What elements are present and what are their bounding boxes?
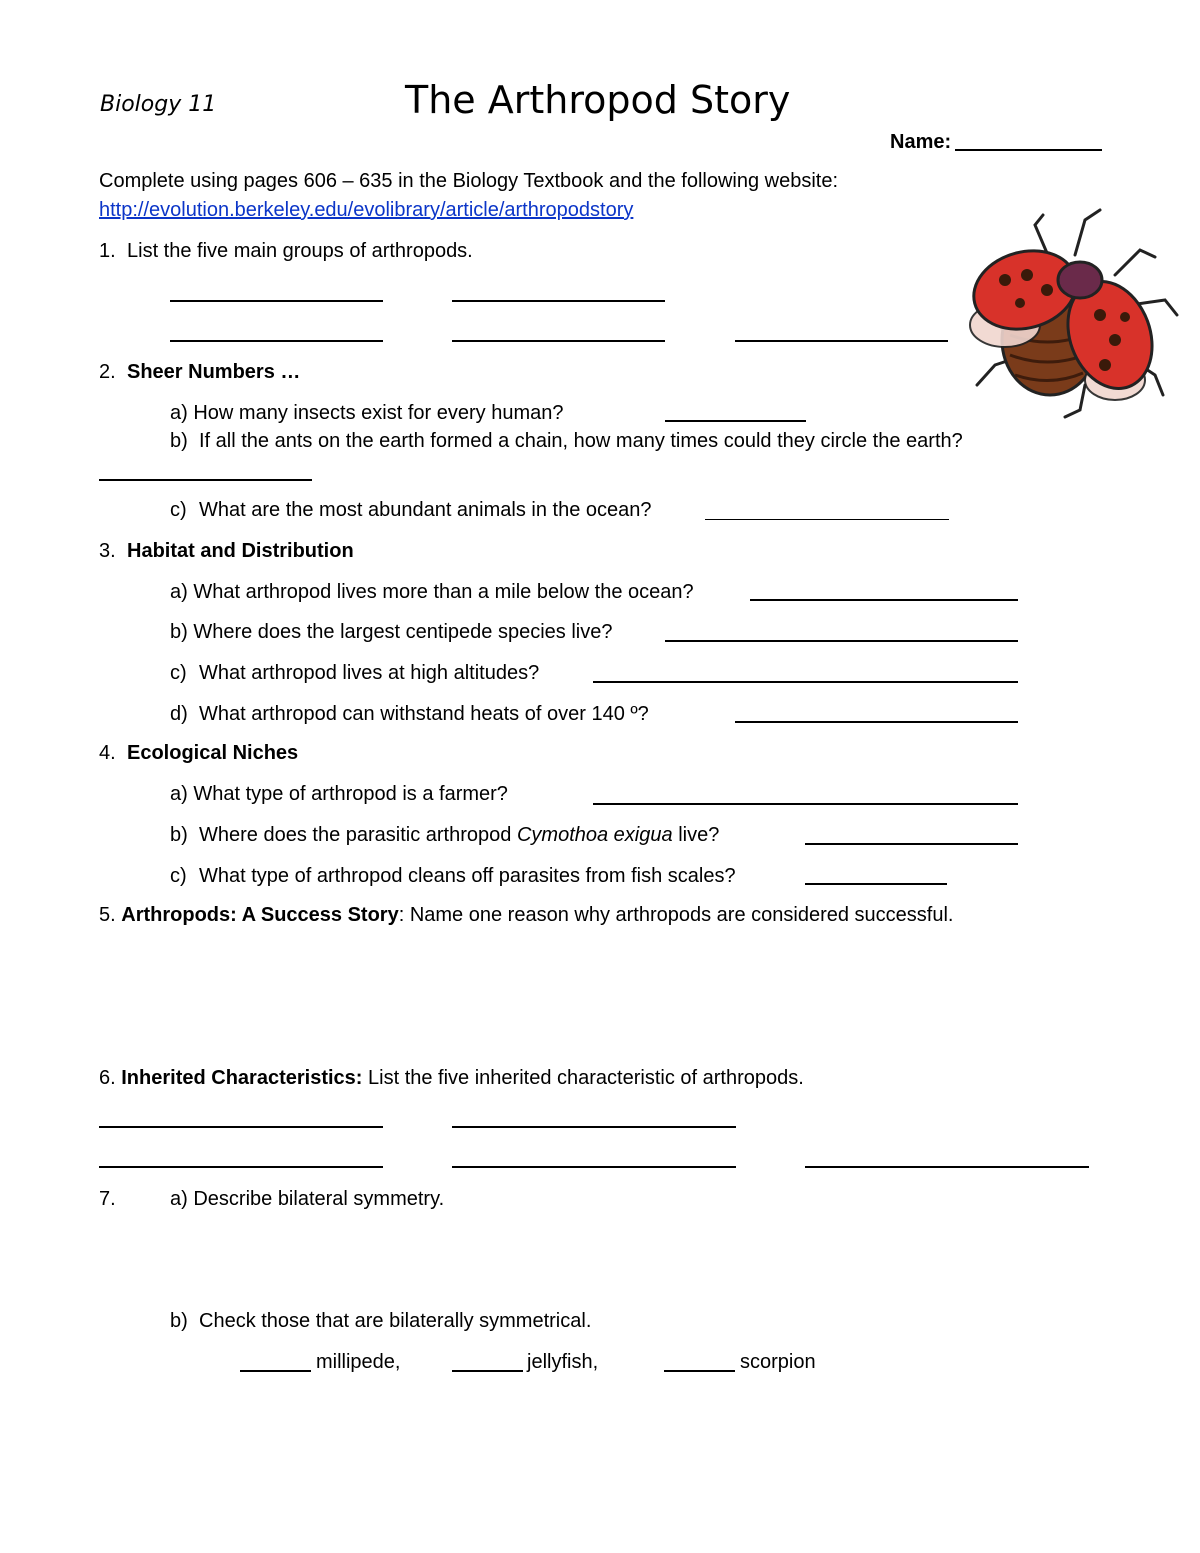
answer-line[interactable] bbox=[593, 803, 1018, 805]
q1-text: List the five main groups of arthropods. bbox=[127, 240, 473, 262]
option-scorpion: scorpion bbox=[740, 1351, 816, 1373]
q4a-text: a) What type of arthropod is a farmer? bbox=[170, 783, 508, 805]
answer-line[interactable] bbox=[805, 883, 947, 885]
q5-heading: Arthropods: A Success Story bbox=[121, 904, 399, 926]
q3d-label: d) bbox=[170, 703, 188, 725]
q1-number: 1. bbox=[99, 240, 116, 262]
ladybug-illustration bbox=[965, 205, 1185, 425]
answer-line[interactable] bbox=[750, 599, 1018, 601]
answer-line[interactable] bbox=[735, 340, 948, 342]
q3c-text: What arthropod lives at high altitudes? bbox=[199, 662, 540, 684]
q4c-label: c) bbox=[170, 865, 187, 887]
answer-line[interactable] bbox=[665, 420, 806, 422]
q4-heading: Ecological Niches bbox=[127, 742, 299, 764]
q5-number: 5. bbox=[99, 904, 116, 926]
answer-line[interactable] bbox=[665, 640, 1018, 642]
q3-number: 3. bbox=[99, 540, 116, 562]
q2-number: 2. bbox=[99, 361, 116, 383]
answer-line[interactable] bbox=[99, 1166, 383, 1168]
q4c-text: What type of arthropod cleans off parasites from fish scales? bbox=[199, 865, 736, 887]
q4-number: 4. bbox=[99, 742, 116, 764]
answer-line[interactable] bbox=[452, 1166, 736, 1168]
q2c-label: c) bbox=[170, 499, 187, 521]
name-label: Name: bbox=[890, 131, 952, 153]
answer-line[interactable] bbox=[99, 479, 312, 481]
option-millipede: millipede, bbox=[316, 1351, 401, 1373]
q2c-text: What are the most abundant animals in the ocean? bbox=[199, 499, 652, 521]
answer-line[interactable] bbox=[99, 1126, 383, 1128]
q4b-pre: Where does the parasitic arthropod bbox=[199, 824, 512, 846]
checkbox-line-millipede[interactable] bbox=[240, 1370, 311, 1372]
answer-line[interactable] bbox=[735, 721, 1018, 723]
answer-line[interactable] bbox=[805, 843, 1018, 845]
answer-line[interactable] bbox=[805, 1166, 1089, 1168]
q7b-text: Check those that are bilaterally symmetrical. bbox=[199, 1310, 592, 1332]
q3b-text: b) Where does the largest centipede species live? bbox=[170, 621, 613, 643]
name-field[interactable] bbox=[955, 149, 1102, 151]
q3c-label: c) bbox=[170, 662, 187, 684]
q4b-label: b) bbox=[170, 824, 188, 846]
answer-line[interactable] bbox=[452, 340, 665, 342]
q6-number: 6. bbox=[99, 1067, 116, 1089]
q2a-text: a) How many insects exist for every human? bbox=[170, 402, 564, 424]
q3d-text: What arthropod can withstand heats of over 140 º? bbox=[199, 703, 649, 725]
course-label: Biology 11 bbox=[100, 92, 217, 117]
q7a-text: a) Describe bilateral symmetry. bbox=[170, 1188, 445, 1210]
answer-line[interactable] bbox=[170, 300, 383, 302]
q5-text: : Name one reason why arthropods are considered successful. bbox=[398, 904, 954, 926]
intro-text: Complete using pages 606 – 635 in the Biology Textbook and the following website: bbox=[99, 170, 839, 192]
q4b-species: Cymothoa exigua bbox=[516, 824, 673, 846]
option-jellyfish: jellyfish, bbox=[527, 1351, 599, 1373]
answer-line[interactable] bbox=[705, 519, 949, 520]
q7-number: 7. bbox=[99, 1188, 116, 1210]
q6-text: List the five inherited characteristic of arthropods. bbox=[368, 1067, 804, 1089]
q7b-label: b) bbox=[170, 1310, 188, 1332]
answer-line[interactable] bbox=[170, 340, 383, 342]
checkbox-line-scorpion[interactable] bbox=[664, 1370, 735, 1372]
q3-heading: Habitat and Distribution bbox=[127, 540, 354, 562]
resource-link[interactable]: http://evolution.berkeley.edu/evolibrary/article/arthropodstory bbox=[99, 199, 634, 221]
q3a-text: a) What arthropod lives more than a mile below the ocean? bbox=[170, 581, 694, 603]
q6-line bbox=[99, 1066, 804, 1090]
q2b-label: b) bbox=[170, 430, 188, 452]
q5-line bbox=[99, 903, 953, 927]
checkbox-line-jellyfish[interactable] bbox=[452, 1370, 523, 1372]
answer-line[interactable] bbox=[452, 300, 665, 302]
q4b-text bbox=[199, 823, 719, 847]
page-title: The Arthropod Story bbox=[405, 78, 791, 122]
q2-heading: Sheer Numbers … bbox=[127, 361, 301, 383]
answer-line[interactable] bbox=[593, 681, 1018, 683]
q4b-post: live? bbox=[678, 824, 720, 846]
q2b-text: If all the ants on the earth formed a chain, how many times could they circle the earth? bbox=[199, 430, 963, 452]
q6-heading: Inherited Characteristics: bbox=[121, 1067, 363, 1089]
answer-line[interactable] bbox=[452, 1126, 736, 1128]
